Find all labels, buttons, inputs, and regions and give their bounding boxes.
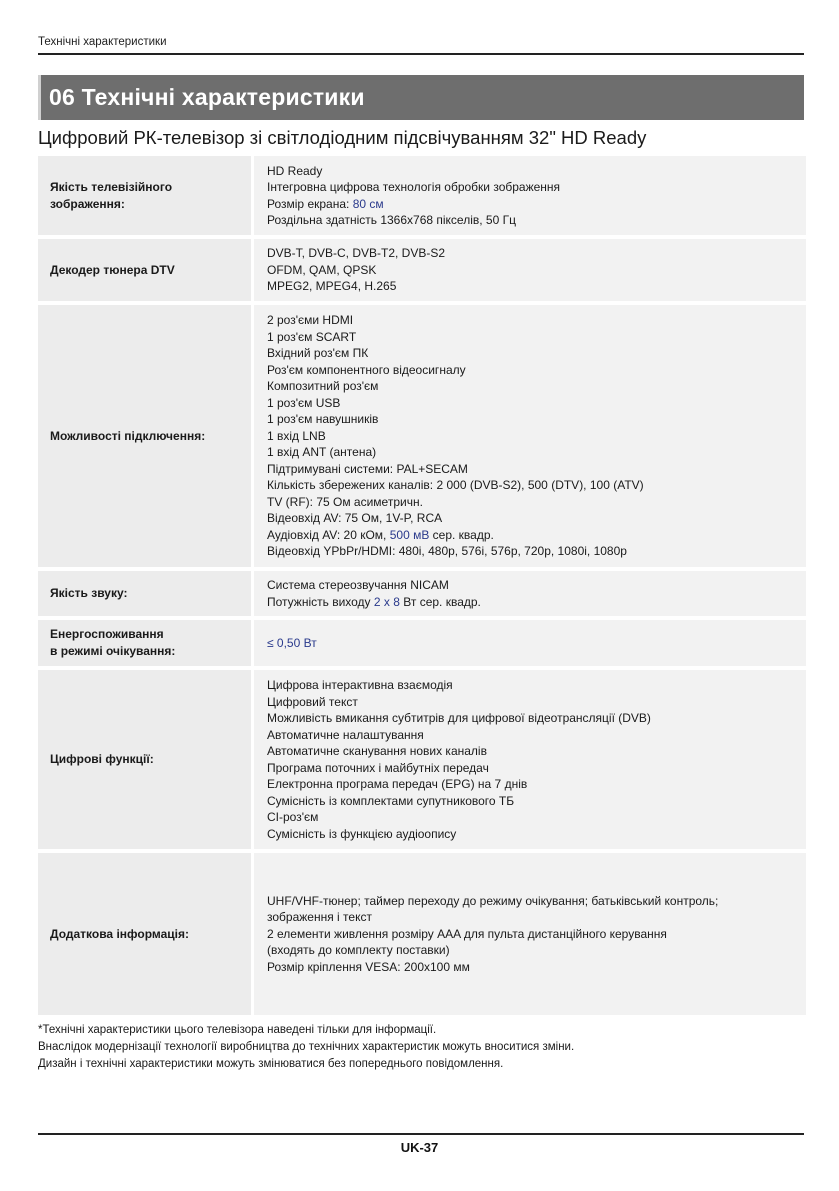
spec-label: Можливості підключення:	[38, 305, 251, 567]
spec-value-line	[267, 826, 796, 843]
footer-divider	[38, 1133, 804, 1135]
value-text: Кількість збережених каналів: 2 000 (DVB-S2), 500 (DTV), 100 (ATV)	[267, 478, 644, 493]
footnote: Внаслідок модернізації технології виробництва до технічних характеристик можуть вноситися зміни.	[38, 1041, 575, 1053]
highlighted-value: 2 x 8	[373, 594, 400, 609]
spec-value-line	[267, 577, 796, 594]
value-text: Розмір екрана:	[267, 196, 353, 211]
spec-label: Додаткова інформація:	[38, 853, 251, 1015]
value-text: Вт сер. квадр.	[399, 594, 481, 609]
value-text: 1 роз'єм USB	[267, 395, 341, 410]
spec-value	[254, 571, 806, 616]
value-text: 1 вхід ANT (антена)	[267, 445, 377, 460]
section-title: 06 Технічні характеристики	[49, 84, 365, 110]
value-text: 1 роз'єм SCART	[267, 329, 357, 344]
value-text: Автоматичне сканування нових каналів	[267, 744, 487, 758]
value-text: Потужність виходу	[267, 594, 374, 609]
product-subtitle: Цифровий РК-телевізор зі світлодіодним підсвічуванням 32" HD Ready	[38, 127, 647, 148]
value-text: UHF/VHF-тюнер; таймер переходу до режиму очікування; батьківський контроль;	[267, 893, 719, 908]
value-text: Відеовхід AV: 75 Ом, 1V-P, RCA	[267, 511, 443, 526]
spec-value-line	[267, 893, 796, 910]
spec-value-line	[267, 909, 796, 926]
value-text: Відеовхід YPbPr/HDMI: 480i, 480p, 576i, 576p, 720p, 1080i, 1080p	[267, 544, 627, 559]
value-text: Електронна програма передач (EPG) на 7 днів	[267, 777, 528, 791]
spec-value-line	[267, 959, 796, 976]
spec-label: Декодер тюнера DTV	[38, 239, 251, 301]
spec-value	[254, 305, 806, 567]
spec-value-line	[267, 809, 796, 826]
value-text: Сумісність із комплектами супутникового ТБ	[267, 793, 515, 808]
spec-row-standby-power	[38, 620, 806, 666]
value-text: Роз'єм компонентного відеосигналу	[267, 362, 466, 377]
spec-value-line	[267, 196, 796, 213]
value-text: Система стереозвучання NICAM	[267, 578, 449, 592]
spec-row-connectivity	[38, 305, 806, 567]
value-text: 1 вхід LNB	[267, 428, 326, 443]
value-text: Програма поточних і майбутніх передач	[267, 760, 489, 775]
value-text: (входять до комплекту поставки)	[267, 943, 450, 958]
spec-value-line	[267, 312, 796, 329]
value-text: Композитний роз'єм	[267, 379, 379, 394]
spec-value-line	[267, 245, 796, 262]
spec-value	[254, 620, 806, 666]
spec-value-line	[267, 477, 796, 494]
running-header: Технічні характеристики	[38, 36, 167, 48]
spec-label: Якість звуку:	[38, 571, 251, 616]
value-text: CI-роз'єм	[267, 810, 319, 824]
value-text: Інтегровна цифрова технологія обробки зображення	[267, 180, 561, 194]
spec-value-line	[267, 710, 796, 727]
spec-label: Енергоспоживання в режимі очікування:	[38, 620, 251, 666]
spec-value-line	[267, 635, 796, 652]
spec-value-line	[267, 793, 796, 810]
spec-value-line	[267, 329, 796, 346]
spec-value-line	[267, 362, 796, 379]
footnote: *Технічні характеристики цього телевізора наведені тільки для інформації.	[38, 1024, 437, 1036]
value-text: HD Ready	[267, 163, 323, 178]
spec-value-line	[267, 179, 796, 196]
value-text: MPEG2, MPEG4, H.265	[267, 279, 397, 294]
spec-value-line	[267, 926, 796, 943]
spec-value-line	[267, 942, 796, 959]
value-text: зображення і текст	[267, 910, 372, 925]
spec-value-line	[267, 395, 796, 412]
value-text: Аудіовхід AV: 20 кОм,	[267, 527, 390, 542]
spec-value-line	[267, 677, 796, 694]
header-divider	[38, 53, 804, 55]
spec-value	[254, 156, 806, 235]
spec-row-additional-info	[38, 853, 806, 1015]
spec-value-line	[267, 494, 796, 511]
value-text: Цифровий текст	[267, 694, 358, 709]
spec-table	[38, 156, 806, 1019]
spec-label: Цифрові функції:	[38, 670, 251, 849]
spec-value-line	[267, 461, 796, 478]
spec-value-line	[267, 510, 796, 527]
spec-value-line	[267, 163, 796, 180]
value-text: Роздільна здатність 1366x768 пікселів, 50 Гц	[267, 213, 516, 227]
value-text: Сумісність із функцією аудіоопису	[267, 826, 457, 841]
spec-value-line	[267, 727, 796, 744]
value-text: Розмір кріплення VESA: 200x100 мм	[267, 959, 470, 974]
spec-value-line	[267, 444, 796, 461]
footnote: Дизайн і технічні характеристики можуть змінюватися без попереднього повідомлення.	[38, 1058, 504, 1070]
value-text: TV (RF): 75 Ом асиметричн.	[267, 494, 423, 509]
spec-value-line	[267, 411, 796, 428]
value-text: DVB-T, DVB-C, DVB-T2, DVB-S2	[267, 246, 446, 261]
highlighted-value: ≤ 0,50 Вт	[267, 635, 317, 650]
spec-value-line	[267, 428, 796, 445]
spec-value-line	[267, 594, 796, 611]
spec-value-line	[267, 527, 796, 544]
value-text: Цифрова інтерактивна взаємодія	[267, 678, 453, 692]
highlighted-value: 500 мВ	[389, 527, 430, 542]
spec-value-line	[267, 760, 796, 777]
spec-row-dtv-tuner	[38, 239, 806, 301]
spec-value-line	[267, 278, 796, 295]
value-text: сер. квадр.	[429, 527, 494, 542]
spec-value-line	[267, 776, 796, 793]
spec-value-line	[267, 694, 796, 711]
spec-value-line	[267, 262, 796, 279]
spec-value-line	[267, 212, 796, 229]
spec-row-digital-functions	[38, 670, 806, 849]
value-text: Підтримувані системи: PAL+SECAM	[267, 461, 468, 476]
spec-value	[254, 853, 806, 1015]
value-text: Вхідний роз'єм ПК	[267, 346, 369, 361]
value-text: Автоматичне налаштування	[267, 727, 424, 742]
spec-value-line	[267, 743, 796, 760]
spec-label: Якість телевізійного зображення:	[38, 156, 251, 235]
value-text: Можливість вмикання субтитрів для цифрової відеотрансляції (DVB)	[267, 711, 651, 725]
spec-value-line	[267, 378, 796, 395]
value-text: 1 роз'єм навушників	[267, 412, 379, 427]
spec-value-line	[267, 345, 796, 362]
spec-value-line	[267, 543, 796, 560]
page-number: UK-37	[400, 1140, 439, 1155]
spec-row-picture-quality	[38, 156, 806, 235]
highlighted-value: 80 см	[352, 196, 384, 211]
spec-value	[254, 670, 806, 849]
value-text: OFDM, QAM, QPSK	[267, 262, 377, 277]
spec-row-sound-quality	[38, 571, 806, 616]
section-banner	[38, 75, 804, 120]
footnotes	[38, 1022, 574, 1073]
value-text: 2 роз'єми HDMI	[267, 313, 354, 328]
spec-value	[254, 239, 806, 301]
value-text: 2 елементи живлення розміру AAA для пульта дистанційного керування	[267, 926, 667, 941]
